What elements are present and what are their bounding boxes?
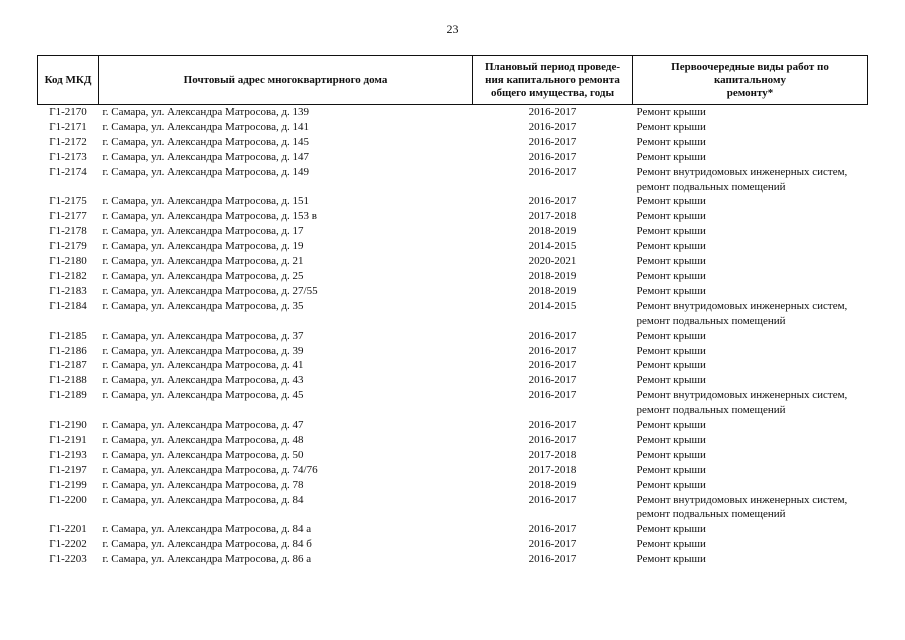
table-row <box>38 373 868 388</box>
mkd-code-cell: Г1-2184 <box>49 299 87 312</box>
works-cell <box>633 493 868 523</box>
works-cell <box>633 105 868 120</box>
table-row <box>38 463 868 478</box>
mkd-code-cell: Г1-2193 <box>49 448 87 461</box>
mkd-code-cell: Г1-2186 <box>49 344 87 357</box>
mkd-code-cell: Г1-2191 <box>49 433 87 446</box>
header-row <box>38 56 868 105</box>
mkd-code-cell: Г1-2185 <box>49 329 87 342</box>
works-cell <box>633 224 868 239</box>
period-cell: 2018-2019 <box>528 269 577 282</box>
housing-register-table <box>37 55 868 567</box>
address-cell: г. Самара, ул. Александра Матросова, д. 153 в <box>102 210 317 223</box>
period-cell: 2017-2018 <box>528 448 577 461</box>
works-cell <box>633 329 868 344</box>
header-period-line: ния капитального ремонта <box>485 73 620 86</box>
mkd-code-cell: Г1-2197 <box>49 463 87 476</box>
page-number: 23 <box>446 22 459 36</box>
table-row <box>38 388 868 418</box>
works-line: Ремонт крыши <box>636 433 706 446</box>
address-cell: г. Самара, ул. Александра Матросова, д. 141 <box>102 120 310 133</box>
works-line: Ремонт крыши <box>636 195 706 208</box>
header-works-line: ремонту* <box>726 86 774 99</box>
mkd-code-cell: Г1-2188 <box>49 374 87 387</box>
works-cell <box>633 418 868 433</box>
mkd-code-cell: Г1-2200 <box>49 493 87 506</box>
period-cell: 2016-2017 <box>528 195 577 208</box>
mkd-code-cell: Г1-2172 <box>49 135 87 148</box>
mkd-code-cell: Г1-2189 <box>49 389 87 402</box>
works-cell <box>633 433 868 448</box>
period-cell: 2014-2015 <box>528 240 577 253</box>
header-works-line: Первоочередные виды работ по капитальному <box>671 60 829 86</box>
works-cell <box>633 284 868 299</box>
works-line: Ремонт крыши <box>636 359 706 372</box>
mkd-code-cell: Г1-2183 <box>49 284 87 297</box>
mkd-code-cell: Г1-2190 <box>49 419 87 432</box>
address-cell: г. Самара, ул. Александра Матросова, д. 41 <box>102 359 304 372</box>
table-row <box>38 537 868 552</box>
works-line: Ремонт крыши <box>636 419 706 432</box>
mkd-code-cell: Г1-2175 <box>49 195 87 208</box>
mkd-code-cell: Г1-2174 <box>49 165 87 178</box>
period-cell: 2016-2017 <box>528 359 577 372</box>
table-row <box>38 433 868 448</box>
address-cell: г. Самара, ул. Александра Матросова, д. 19 <box>102 240 304 253</box>
period-cell: 2018-2019 <box>528 225 577 238</box>
works-line: Ремонт внутридомовых инженерных систем, <box>636 389 848 402</box>
header-period-line: общего имущества, годы <box>490 86 615 99</box>
mkd-code-cell: Г1-2170 <box>49 106 87 118</box>
works-cell <box>633 478 868 493</box>
works-cell <box>633 537 868 552</box>
works-cell <box>633 388 868 418</box>
address-cell: г. Самара, ул. Александра Матросова, д. 37 <box>102 329 304 342</box>
works-line: Ремонт крыши <box>636 329 706 342</box>
table-row <box>38 329 868 344</box>
period-cell: 2016-2017 <box>528 344 577 357</box>
works-cell <box>633 448 868 463</box>
header-address: Почтовый адрес многоквартирного дома <box>99 56 473 105</box>
mkd-code-cell: Г1-2182 <box>49 269 87 282</box>
works-line: Ремонт крыши <box>636 255 706 268</box>
address-cell: г. Самара, ул. Александра Матросова, д. 78 <box>102 478 304 491</box>
works-line: Ремонт внутридомовых инженерных систем, <box>636 165 848 178</box>
mkd-code-cell: Г1-2180 <box>49 255 87 268</box>
works-line: Ремонт крыши <box>636 478 706 491</box>
works-line: Ремонт крыши <box>636 210 706 223</box>
table-row <box>38 120 868 135</box>
address-cell: г. Самара, ул. Александра Матросова, д. 35 <box>102 299 304 312</box>
period-cell: 2016-2017 <box>528 433 577 446</box>
table-row <box>38 165 868 195</box>
address-cell: г. Самара, ул. Александра Матросова, д. 48 <box>102 433 304 446</box>
works-cell <box>633 463 868 478</box>
period-cell: 2016-2017 <box>528 106 577 118</box>
table-row <box>38 135 868 150</box>
address-cell: г. Самара, ул. Александра Матросова, д. 17 <box>102 225 304 238</box>
works-cell <box>633 373 868 388</box>
address-cell: г. Самара, ул. Александра Матросова, д. 151 <box>102 195 310 208</box>
works-cell <box>633 239 868 254</box>
period-cell: 2014-2015 <box>528 299 577 312</box>
address-cell: г. Самара, ул. Александра Матросова, д. 50 <box>102 448 304 461</box>
mkd-code-cell: Г1-2187 <box>49 359 87 372</box>
header-works <box>633 56 868 105</box>
mkd-code-cell: Г1-2179 <box>49 240 87 253</box>
address-cell: г. Самара, ул. Александра Матросова, д. 86 а <box>102 553 312 566</box>
works-cell <box>633 299 868 329</box>
address-cell: г. Самара, ул. Александра Матросова, д. 84 <box>102 493 304 506</box>
works-cell <box>633 552 868 567</box>
works-line: Ремонт крыши <box>636 240 706 253</box>
table-row <box>38 224 868 239</box>
period-cell: 2016-2017 <box>528 389 577 402</box>
period-cell: 2017-2018 <box>528 210 577 223</box>
table-row <box>38 552 868 567</box>
header-period <box>473 56 633 105</box>
works-line: Ремонт крыши <box>636 284 706 297</box>
works-cell <box>633 135 868 150</box>
table-row <box>38 254 868 269</box>
period-cell: 2016-2017 <box>528 553 577 566</box>
works-line: Ремонт крыши <box>636 463 706 476</box>
works-line: ремонт подвальных помещений <box>636 508 786 521</box>
table-row <box>38 358 868 373</box>
works-line: Ремонт крыши <box>636 374 706 387</box>
address-cell: г. Самара, ул. Александра Матросова, д. 27/55 <box>102 284 318 297</box>
works-line: Ремонт крыши <box>636 269 706 282</box>
table-row <box>38 448 868 463</box>
table-row <box>38 194 868 209</box>
works-cell <box>633 209 868 224</box>
address-cell: г. Самара, ул. Александра Матросова, д. 147 <box>102 150 310 163</box>
period-cell: 2016-2017 <box>528 523 577 536</box>
table-row <box>38 493 868 523</box>
works-cell <box>633 254 868 269</box>
works-line: Ремонт внутридомовых инженерных систем, <box>636 493 848 506</box>
period-cell: 2016-2017 <box>528 538 577 551</box>
address-cell: г. Самара, ул. Александра Матросова, д. 149 <box>102 165 310 178</box>
address-cell: г. Самара, ул. Александра Матросова, д. 43 <box>102 374 304 387</box>
works-cell <box>633 344 868 359</box>
address-cell: г. Самара, ул. Александра Матросова, д. 139 <box>102 106 310 118</box>
table-row <box>38 150 868 165</box>
address-cell: г. Самара, ул. Александра Матросова, д. 21 <box>102 255 304 268</box>
address-cell: г. Самара, ул. Александра Матросова, д. 25 <box>102 269 304 282</box>
works-cell <box>633 150 868 165</box>
works-line: Ремонт крыши <box>636 225 706 238</box>
period-cell: 2016-2017 <box>528 150 577 163</box>
table-row <box>38 284 868 299</box>
mkd-code-cell: Г1-2203 <box>49 553 87 566</box>
works-line: Ремонт крыши <box>636 150 706 163</box>
table-row <box>38 478 868 493</box>
address-cell: г. Самара, ул. Александра Матросова, д. 74/76 <box>102 463 318 476</box>
table-header <box>38 56 868 105</box>
table-row <box>38 269 868 284</box>
table-row <box>38 209 868 224</box>
works-cell <box>633 358 868 373</box>
period-cell: 2016-2017 <box>528 120 577 133</box>
works-cell <box>633 269 868 284</box>
works-line: ремонт подвальных помещений <box>636 180 786 193</box>
mkd-code-cell: Г1-2201 <box>49 523 87 536</box>
mkd-code-cell: Г1-2171 <box>49 120 87 133</box>
works-line: Ремонт крыши <box>636 523 706 536</box>
address-cell: г. Самара, ул. Александра Матросова, д. 145 <box>102 135 310 148</box>
period-cell: 2016-2017 <box>528 419 577 432</box>
period-cell: 2017-2018 <box>528 463 577 476</box>
address-cell: г. Самара, ул. Александра Матросова, д. 47 <box>102 419 304 432</box>
period-cell: 2016-2017 <box>528 329 577 342</box>
works-line: Ремонт крыши <box>636 448 706 461</box>
period-cell: 2018-2019 <box>528 478 577 491</box>
works-line: Ремонт крыши <box>636 120 706 133</box>
works-line: Ремонт крыши <box>636 344 706 357</box>
header-code: Код МКД <box>38 56 99 105</box>
works-line: Ремонт крыши <box>636 538 706 551</box>
table-row <box>38 239 868 254</box>
address-cell: г. Самара, ул. Александра Матросова, д. 39 <box>102 344 304 357</box>
table-row <box>38 418 868 433</box>
table-row <box>38 522 868 537</box>
period-cell: 2018-2019 <box>528 284 577 297</box>
works-line: ремонт подвальных помещений <box>636 404 786 417</box>
table-row <box>38 299 868 329</box>
address-cell: г. Самара, ул. Александра Матросова, д. 84 а <box>102 523 312 536</box>
works-line: Ремонт крыши <box>636 106 706 118</box>
works-line: ремонт подвальных помещений <box>636 314 786 327</box>
mkd-code-cell: Г1-2177 <box>49 210 87 223</box>
works-cell <box>633 194 868 209</box>
period-cell: 2016-2017 <box>528 374 577 387</box>
header-period-line: Плановый период проведе- <box>484 60 621 73</box>
mkd-code-cell: Г1-2178 <box>49 225 87 238</box>
works-line: Ремонт крыши <box>636 135 706 148</box>
mkd-code-cell: Г1-2202 <box>49 538 87 551</box>
period-cell: 2016-2017 <box>528 493 577 506</box>
table-row <box>38 105 868 120</box>
works-cell <box>633 120 868 135</box>
period-cell: 2020-2021 <box>528 255 577 268</box>
period-cell: 2016-2017 <box>528 165 577 178</box>
address-cell: г. Самара, ул. Александра Матросова, д. 45 <box>102 389 304 402</box>
table-body <box>38 105 868 568</box>
table-row <box>38 344 868 359</box>
period-cell: 2016-2017 <box>528 135 577 148</box>
works-cell <box>633 522 868 537</box>
works-line: Ремонт крыши <box>636 553 706 566</box>
mkd-code-cell: Г1-2199 <box>49 478 87 491</box>
works-cell <box>633 165 868 195</box>
address-cell: г. Самара, ул. Александра Матросова, д. 84 б <box>102 538 312 551</box>
mkd-code-cell: Г1-2173 <box>49 150 87 163</box>
works-line: Ремонт внутридомовых инженерных систем, <box>636 299 848 312</box>
